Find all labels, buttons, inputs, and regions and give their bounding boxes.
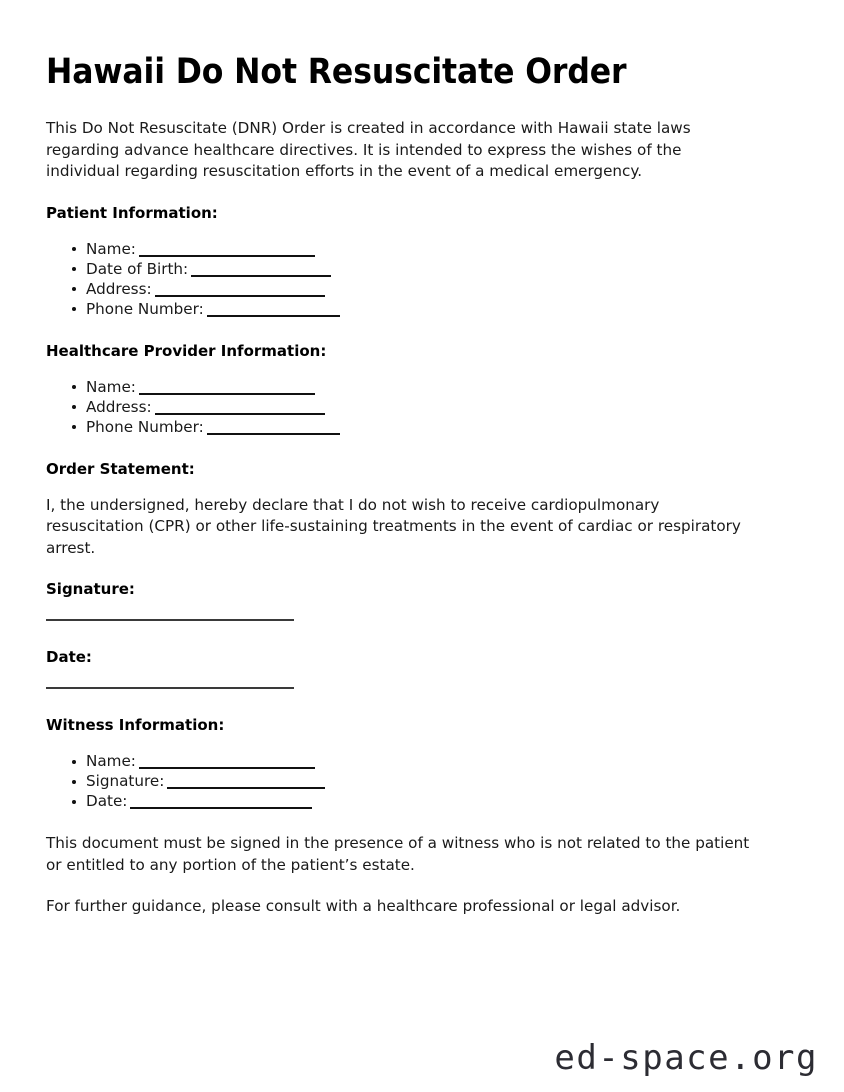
list-item bbox=[46, 771, 750, 791]
section-heading-order-statement: Order Statement: bbox=[46, 459, 195, 478]
section-heading-healthcare-provider-information: Healthcare Provider Information: bbox=[46, 341, 327, 360]
field-label: Name: bbox=[86, 239, 136, 258]
blank-fill-line[interactable] bbox=[207, 433, 340, 435]
blank-fill-line[interactable] bbox=[139, 393, 315, 395]
intro-paragraph: This Do Not Resuscitate (DNR) Order is created in accordance with Hawaii state laws regarding advance healthcare directives. It is intended to express the wishes of the individual regarding resuscitation efforts in the event of a medical emergency. bbox=[46, 119, 691, 180]
field-label: Signature: bbox=[86, 772, 165, 790]
blank-fill-line[interactable] bbox=[167, 787, 325, 789]
blank-fill-line[interactable] bbox=[139, 255, 315, 257]
list-item bbox=[46, 279, 750, 299]
list-item bbox=[46, 397, 750, 417]
blank-fill-line[interactable] bbox=[155, 413, 325, 415]
blank-fill-line[interactable] bbox=[207, 315, 340, 317]
order-statement-body: I, the undersigned, hereby declare that I do not wish to receive cardiopulmonary resuscitation (CPR) or other life-sustaining treatments in the event of cardiac or respiratory arrest. bbox=[46, 495, 741, 557]
witness-information-field-list bbox=[46, 751, 750, 811]
list-item bbox=[46, 751, 750, 771]
section-heading-date: Date: bbox=[46, 648, 92, 666]
healthcare-provider-field-list bbox=[46, 377, 750, 437]
field-label: Address: bbox=[86, 397, 152, 416]
field-label: Phone Number: bbox=[86, 417, 204, 436]
blank-fill-line[interactable] bbox=[191, 275, 331, 277]
section-heading-patient-information: Patient Information: bbox=[46, 203, 218, 222]
patient-information-field-list bbox=[46, 239, 750, 319]
field-label: Date: bbox=[86, 792, 128, 810]
blank-fill-line[interactable] bbox=[139, 767, 315, 769]
list-item bbox=[46, 259, 750, 279]
document-content bbox=[46, 52, 750, 938]
footer-watermark: ed-space.org bbox=[554, 1038, 818, 1078]
list-item bbox=[46, 417, 750, 437]
field-label: Name: bbox=[86, 377, 136, 396]
list-item bbox=[46, 239, 750, 259]
field-label: Date of Birth: bbox=[86, 259, 189, 278]
section-heading-witness-information: Witness Information: bbox=[46, 716, 225, 734]
witness-requirement-paragraph: This document must be signed in the presence of a witness who is not related to the patient or entitled to any portion of the patient’s estate. bbox=[46, 834, 750, 874]
list-item bbox=[46, 299, 750, 319]
blank-fill-line[interactable] bbox=[155, 295, 325, 297]
signature-block bbox=[46, 579, 750, 621]
page-title: Hawaii Do Not Resuscitate Order bbox=[46, 52, 627, 92]
list-item bbox=[46, 377, 750, 397]
date-block bbox=[46, 647, 750, 689]
field-label: Name: bbox=[86, 752, 136, 770]
list-item bbox=[46, 791, 750, 811]
blank-fill-line[interactable] bbox=[130, 807, 312, 809]
section-heading-signature: Signature: bbox=[46, 580, 135, 598]
further-guidance-paragraph: For further guidance, please consult with a healthcare professional or legal advisor. bbox=[46, 897, 681, 915]
signature-line[interactable] bbox=[46, 619, 294, 621]
field-label: Phone Number: bbox=[86, 299, 204, 318]
date-line[interactable] bbox=[46, 687, 294, 689]
field-label: Address: bbox=[86, 279, 152, 298]
